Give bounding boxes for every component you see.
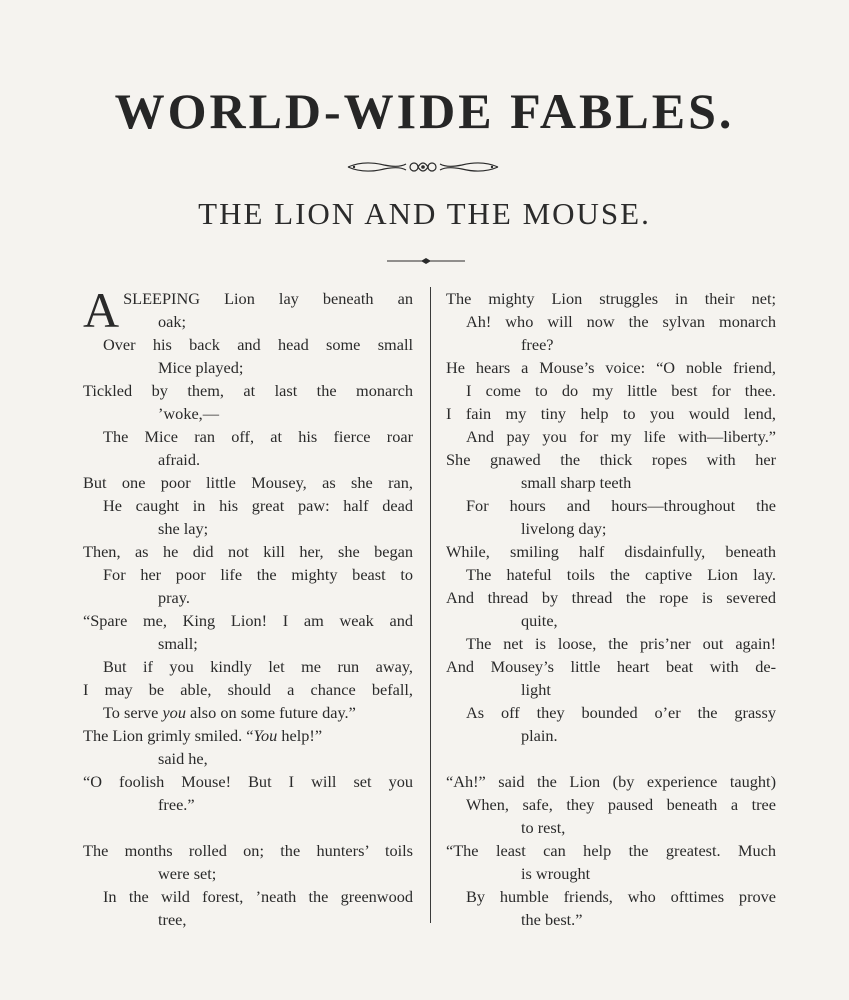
poem-line: She gnawed the thick ropes with her: [446, 450, 776, 469]
poem-line: is wrought: [521, 864, 591, 883]
poem-line: the best.”: [521, 910, 583, 929]
poem-line: “O foolish Mouse! But I will set you: [83, 772, 413, 791]
poem-line: The Mice ran off, at his fierce roar: [103, 427, 413, 446]
emphasis-text: you: [162, 703, 186, 722]
poem-line: [83, 724, 413, 747]
poem-line: free.”: [158, 795, 195, 814]
stanza-break: [83, 816, 413, 839]
poem-line: afraid.: [158, 450, 201, 469]
poem-line: Mice played;: [158, 358, 244, 377]
poem-right-column: [446, 287, 776, 931]
poem-line: I fain my tiny help to you would lend,: [446, 404, 776, 423]
opening-stanza: [83, 282, 413, 338]
poem-line: small sharp teeth: [521, 473, 632, 492]
poem-line: For hours and hours—throughout the: [466, 496, 776, 515]
poem-line: Over his back and head some small: [103, 335, 413, 354]
poem-line: I come to do my little best for thee.: [466, 381, 776, 400]
poem-line: Ah! who will now the sylvan monarch: [466, 312, 776, 331]
poem-line: He caught in his great paw: half dead: [103, 496, 413, 515]
drop-cap: A: [83, 282, 120, 338]
fable-title: THE LION AND THE MOUSE.: [198, 196, 651, 231]
poem-line: tree,: [158, 910, 187, 929]
poem-line: And Mousey’s little heart beat with de-: [446, 657, 776, 676]
poem-line: to rest,: [521, 818, 566, 837]
poem-line: And thread by thread the rope is severed: [446, 588, 776, 607]
poem-line: The months rolled on; the hunters’ toils: [83, 841, 413, 860]
poem-line: Tickled by them, at last the monarch: [83, 381, 413, 400]
poem-line: For her poor life the mighty beast to: [103, 565, 413, 584]
poem-line: But if you kindly let me run away,: [103, 657, 413, 676]
poem-line: said he,: [158, 749, 208, 768]
line-text: help!”: [281, 726, 323, 745]
poem-line: The mighty Lion struggles in their net;: [446, 289, 776, 308]
diamond-rule-icon: [387, 256, 465, 266]
poem-line: By humble friends, who ofttimes prove: [466, 887, 776, 906]
flourish-ornament-icon: [344, 156, 502, 178]
poem-line: [83, 701, 413, 724]
poem-line: small;: [158, 634, 198, 653]
page-title: WORLD-WIDE FABLES.: [114, 83, 735, 139]
poem-line: plain.: [521, 726, 558, 745]
stanza-break: [446, 747, 776, 770]
poem-line: SLEEPING Lion lay beneath an: [123, 289, 413, 308]
column-divider: [430, 287, 431, 923]
poem-line: pray.: [158, 588, 190, 607]
poem-line: Then, as he did not kill her, she began: [83, 542, 413, 561]
poem-line: were set;: [158, 864, 217, 883]
poem-line: I may be able, should a chance befall,: [83, 680, 413, 699]
poem-line: she lay;: [158, 519, 209, 538]
poem-line: ’woke,—: [158, 404, 220, 423]
poem-line: He hears a Mouse’s voice: “O noble friend,: [446, 358, 776, 377]
line-text: To serve: [103, 703, 159, 722]
poem-line: “The least can help the greatest. Much: [446, 841, 776, 860]
line-text: also on some future day.”: [190, 703, 356, 722]
poem-line: oak;: [158, 312, 187, 331]
poem-line: As off they bounded o’er the grassy: [466, 703, 776, 722]
emphasis-text: You: [253, 726, 278, 745]
poem-line: livelong day;: [521, 519, 607, 538]
poem-line: “Spare me, King Lion! I am weak and: [83, 611, 413, 630]
poem-line: But one poor little Mousey, as she ran,: [83, 473, 413, 492]
poem-line: light: [521, 680, 551, 699]
poem-line: quite,: [521, 611, 558, 630]
line-text: The Lion grimly smiled. “: [83, 726, 254, 745]
poem-line: “Ah!” said the Lion (by experience taught): [446, 772, 776, 791]
poem-line: The net is loose, the pris’ner out again!: [466, 634, 776, 653]
poem-line: And pay you for my life with—liberty.”: [466, 427, 776, 446]
poem-line: In the wild forest, ’neath the greenwood: [103, 887, 413, 906]
poem-line: The hateful toils the captive Lion lay.: [466, 565, 776, 584]
poem-line: When, safe, they paused beneath a tree: [466, 795, 776, 814]
poem-line: While, smiling half disdainfully, beneath: [446, 542, 776, 561]
poem-line: free?: [521, 335, 554, 354]
poem-left-column: [83, 282, 413, 931]
